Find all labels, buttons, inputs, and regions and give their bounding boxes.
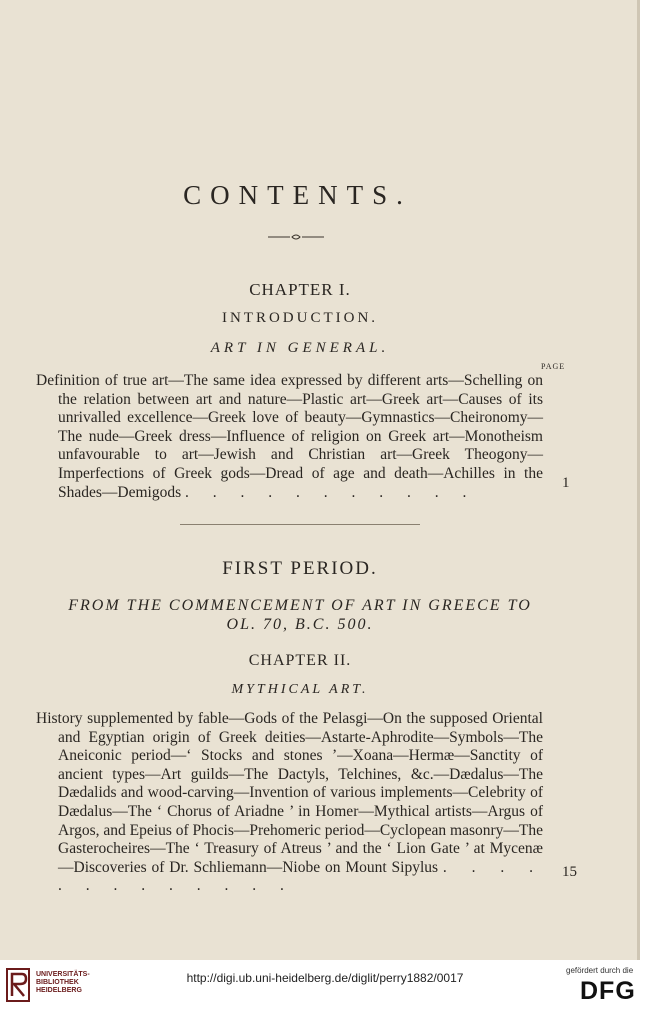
library-name[interactable]: UNIVERSITÄTS- BIBLIOTHEK HEIDELBERG [36, 971, 90, 994]
page-column-label: PAGE [541, 362, 566, 371]
chapter-1-heading: CHAPTER I. [249, 280, 351, 299]
period-subtitle: FROM THE COMMENCEMENT OF ART IN GREECE TO OL. 70, B.C. 500. [68, 597, 532, 633]
chapter-2-entry-text: History supplemented by fable—Gods of the Pelasgi—On the supposed Oriental and Egyptian origin of Greek deities—Astarte-Aphrodite—Symbols—The Aneiconic period—‘ Stocks and stones ’—Xoana—Hermæ—Sanctity of ancient types—Art guilds—The Dactyls, Telchines, &c.—Dædalus—The Dædalids and wood-carving—Invention of various implements—Celebrity of Dædalus—The ‘ Chorus of Ariadne ’ in Homer—Mythical artists—Argus of Argos, and Epeius of Phocis—Prehomeric period—Cyclopean masonry—The Gasterocheires—The ‘ Treasury of Atreus ’ and the ‘ Lion Gate ’ at Mycenæ—Discoveries of Dr. Schliemann—Niobe on Mount Sipylus [36, 710, 543, 876]
ornament-divider [266, 232, 326, 242]
chapter-1-subtitle: INTRODUCTION. [221, 310, 379, 326]
section-rule [180, 524, 420, 525]
chapter-1-section: ART IN GENERAL. [210, 340, 390, 356]
chapter-1-page-number: 1 [562, 475, 570, 491]
chapter-2-page-number: 15 [562, 864, 577, 880]
chapter-1-entry [36, 372, 543, 502]
dfg-logo[interactable]: DFG [580, 977, 636, 1005]
permalink-url[interactable]: http://digi.ub.uni-heidelberg.de/diglit/perry1882/0017 [186, 971, 464, 985]
chapter-2-section: MYTHICAL ART. [231, 682, 369, 697]
page-title: CONTENTS. [183, 180, 412, 210]
chapter-1-entry-text: Definition of true art—The same idea expressed by different arts—Schelling on the relation between art and nature—Plastic art—Greek art—Causes of its unrivalled excellence—Greek love of beauty—Gymnastics—Cheironomy—The nude—Greek dress—Influence of religion on Greek art—Monotheism unfavourable to art—Jewish and Christian art—Greek Theogony—Imperfections of Greek gods—Dread of age and death—Achilles in the Shades—Demigods [36, 372, 543, 501]
chapter-2-entry [36, 710, 543, 896]
viewer-footer [0, 960, 650, 1009]
sponsor-note: gefördert durch die [566, 966, 634, 975]
leader-dots: . . . . . . . . . . . . . [58, 858, 544, 895]
leader-dots: . . . . . . . . . . . [185, 483, 477, 501]
period-heading: FIRST PERIOD. [222, 558, 378, 579]
chapter-2-heading: CHAPTER II. [248, 652, 352, 669]
